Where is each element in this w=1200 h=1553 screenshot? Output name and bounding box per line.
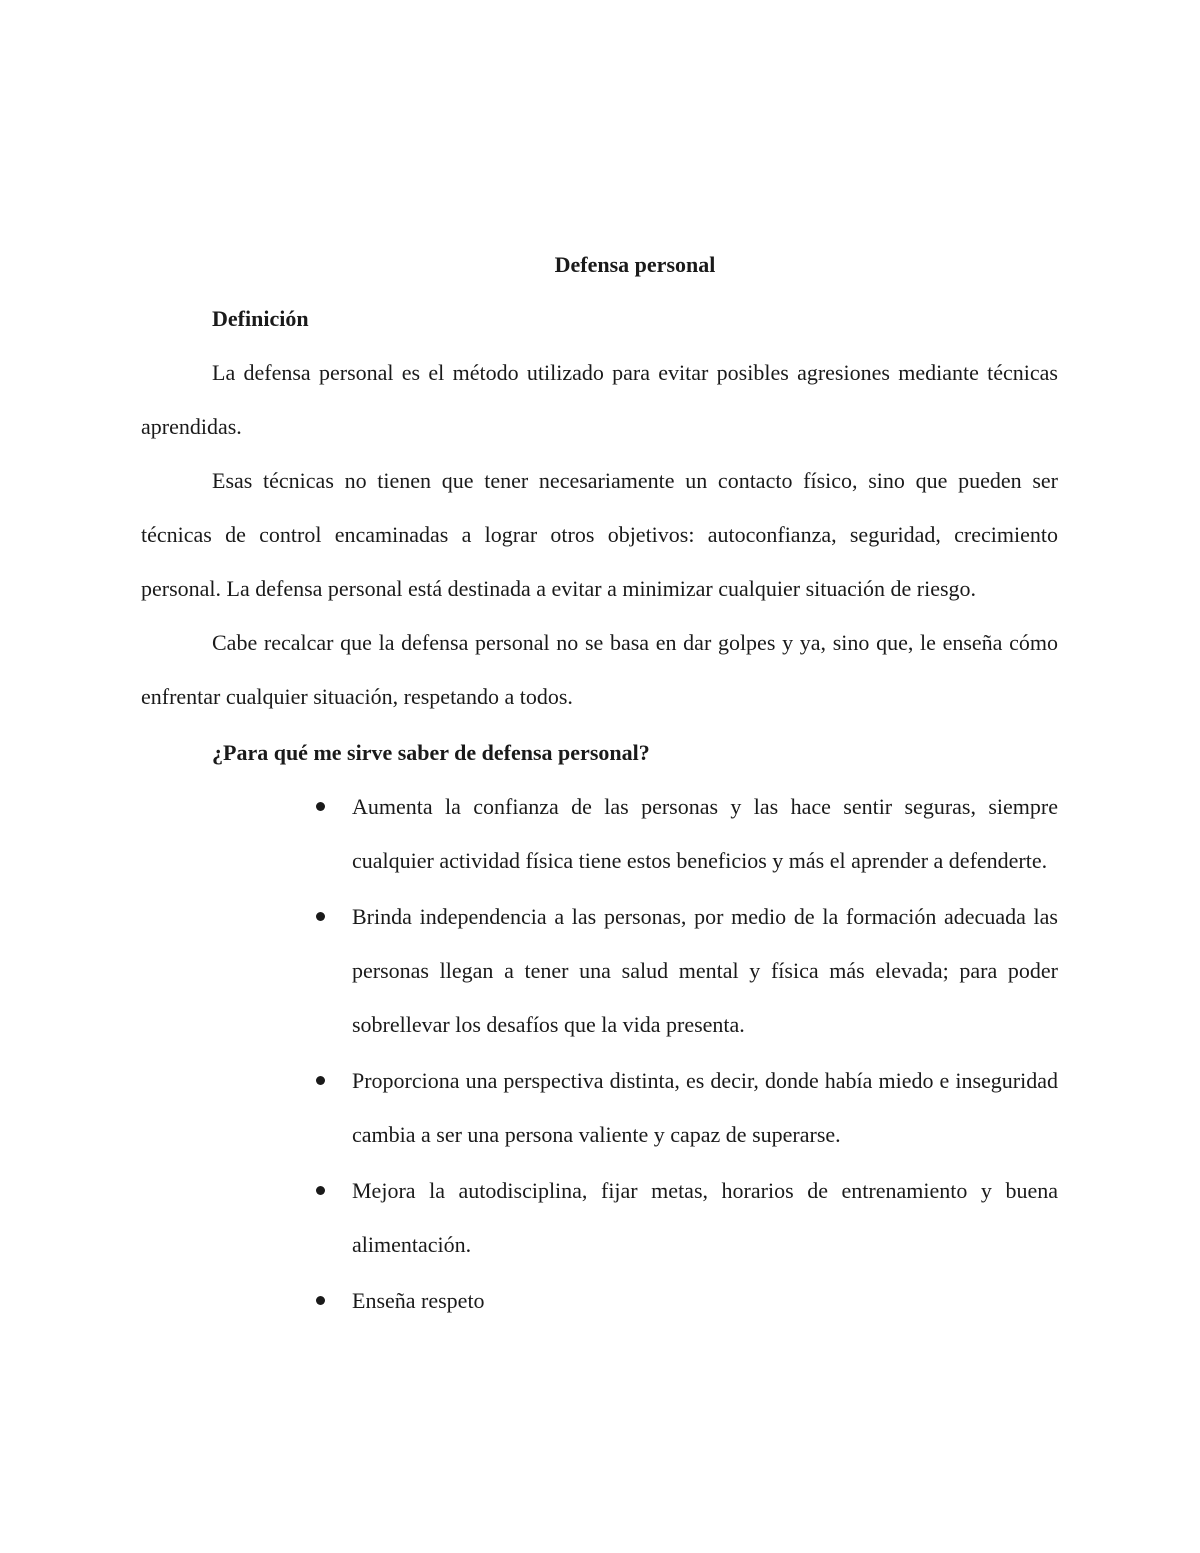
document-title: Defensa personal bbox=[554, 252, 716, 277]
bullet-icon bbox=[316, 1296, 325, 1305]
bullet-icon bbox=[316, 802, 325, 811]
list-item-text: Mejora la autodisciplina, fijar metas, horarios de entrenamiento y buena alimentación. bbox=[352, 1178, 1058, 1257]
paragraph: Cabe recalcar que la defensa personal no se basa en dar golpes y ya, sino que, le enseña cómo enfrentar cualquier situación, respetando a todos. bbox=[141, 630, 1058, 709]
list-item-text: Enseña respeto bbox=[352, 1288, 485, 1313]
list-item bbox=[352, 1164, 1058, 1272]
bullet-icon bbox=[316, 912, 325, 921]
list-item bbox=[352, 780, 1058, 888]
section-heading-definicion: Definición bbox=[212, 306, 309, 331]
benefits-list bbox=[352, 780, 1058, 1330]
list-item bbox=[352, 1054, 1058, 1162]
list-item-text: Aumenta la confianza de las personas y las hace sentir seguras, siempre cualquier actividad física tiene estos beneficios y más el aprender a defenderte. bbox=[352, 794, 1058, 873]
list-item-text: Proporciona una perspectiva distinta, es decir, donde había miedo e inseguridad cambia a ser una persona valiente y capaz de superarse. bbox=[352, 1068, 1058, 1147]
paragraph: Esas técnicas no tienen que tener necesariamente un contacto físico, sino que pueden ser técnicas de control encaminadas a lograr otros objetivos: autoconfianza, seguridad, crecimiento personal. La defensa personal está destinada a evitar a minimizar cualquier situación de riesgo. bbox=[141, 468, 1058, 601]
list-item bbox=[352, 890, 1058, 1052]
bullet-icon bbox=[316, 1186, 325, 1195]
paragraph: La defensa personal es el método utilizado para evitar posibles agresiones mediante técnicas aprendidas. bbox=[141, 360, 1058, 439]
list-item bbox=[352, 1274, 1058, 1328]
bullet-icon bbox=[316, 1076, 325, 1085]
section-heading-para-que: ¿Para qué me sirve saber de defensa personal? bbox=[212, 740, 650, 765]
list-item-text: Brinda independencia a las personas, por medio de la formación adecuada las personas llegan a tener una salud mental y física más elevada; para poder sobrellevar los desafíos que la vida presenta. bbox=[352, 904, 1058, 1037]
